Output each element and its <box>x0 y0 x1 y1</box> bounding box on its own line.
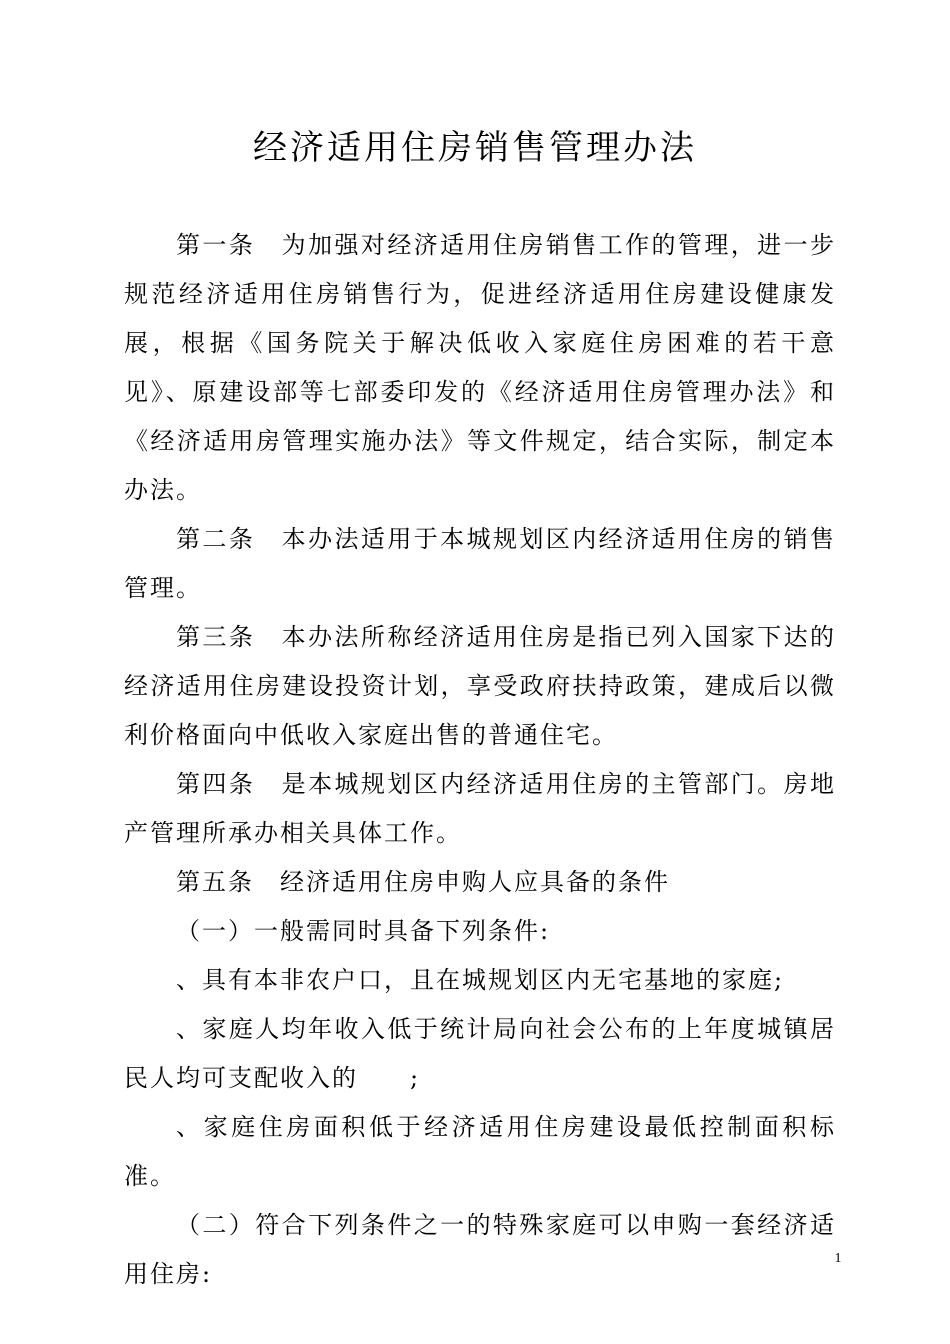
condition-item-3: 、家庭住房面积低于经济适用住房建设最低控制面积标准。 <box>124 1113 836 1190</box>
clause-2-heading: （二）符合下列条件之一的特殊家庭可以申购一套经济适用住房: <box>124 1211 836 1288</box>
article-5-heading: 第五条 经济适用住房申购人应具备的条件 <box>176 868 670 896</box>
article-1-paragraph: 第一条 为加强对经济适用住房销售工作的管理，进一步规范经济适用住房销售行为，促进经济适用住房建设健康发展，根据《国务院关于解决低收入家庭住房困难的若干意见》、原建设部等七部委印发的《经济适用住房管理办法》和《经济适用房管理实施办法》等文件规定，结合实际，制定本办法。 <box>124 231 836 504</box>
condition-item-2: 、家庭人均年收入低于统计局向社会公布的上年度城镇居民人均可支配收入的 ; <box>124 1015 836 1092</box>
article-2-paragraph: 第二条 本办法适用于本城规划区内经济适用住房的销售管理。 <box>124 525 836 602</box>
condition-item-1: 、具有本非农户口，且在城规划区内无宅基地的家庭; <box>176 966 785 994</box>
page-title: 经济适用住房销售管理办法 <box>253 128 697 168</box>
article-4-paragraph: 第四条 是本城规划区内经济适用住房的主管部门。房地产管理所承办相关具体工作。 <box>124 770 836 847</box>
clause-1-heading: （一）一般需同时具备下列条件: <box>176 917 551 945</box>
document-body <box>124 221 836 1299</box>
article-3-paragraph: 第三条 本办法所称经济适用住房是指已列入国家下达的经济适用住房建设投资计划，享受政府扶持政策，建成后以微利价格面向中低收入家庭出售的普通住宅。 <box>124 623 836 749</box>
page-number: 1 <box>834 1251 842 1266</box>
